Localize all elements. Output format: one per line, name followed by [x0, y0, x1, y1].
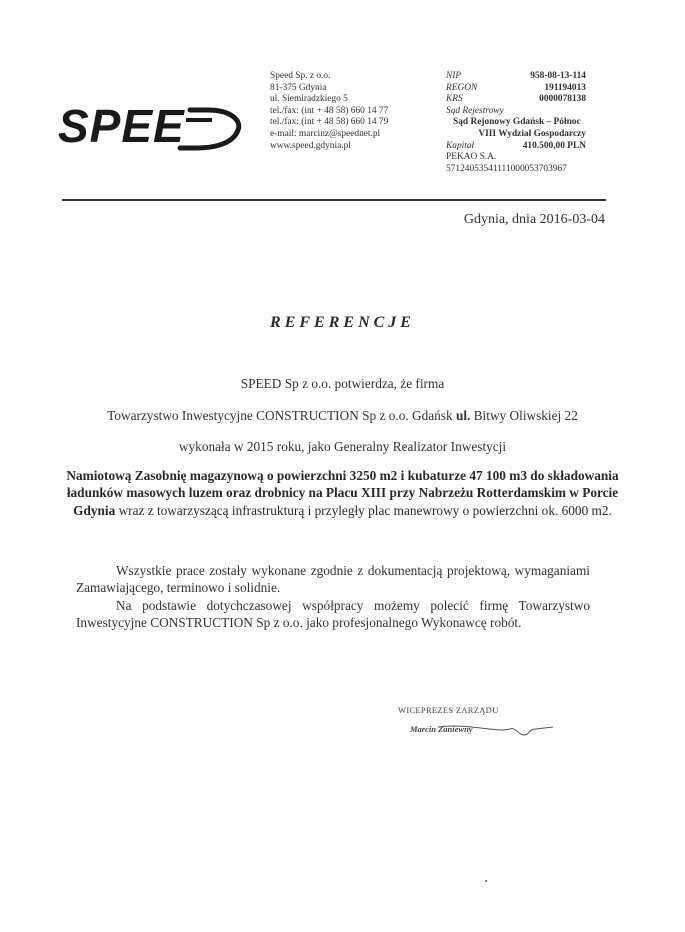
regon-row — [446, 83, 586, 95]
company-postcode: 81-375 Gdynia — [270, 82, 327, 93]
court-label: Sąd Rejestrowy — [446, 105, 504, 116]
bank-account: 57124053541111000053703967 — [446, 163, 567, 174]
nip-row — [446, 71, 586, 83]
signature-stamp — [398, 705, 558, 745]
court-line-2: VIII Wydział Gospodarczy — [478, 128, 586, 139]
signature-stroke — [438, 726, 553, 735]
executed-line: wykonała w 2015 roku, jako Generalny Realizator Inwestycji — [178, 439, 507, 454]
project-description — [60, 467, 625, 519]
company-street: ul. Siemiradzkiego 5 — [270, 94, 348, 105]
speed-logo-graphic — [58, 98, 248, 158]
contractor-name: Towarzystwo Inwestycyjne CONSTRUCTION Sp z o.o. Gdańsk — [107, 408, 456, 423]
contractor-street: Bitwy Oliwskiej 22 — [470, 408, 578, 423]
company-phone-2: tel./fax: (int + 48 58) 660 14 79 — [270, 117, 389, 128]
stamp-name: Marcin Zaniewny — [410, 724, 473, 734]
stamp-title: WICEPREZES ZARZĄDU — [398, 705, 499, 715]
company-phone-1: tel./fax: (int + 48 58) 660 14 77 — [270, 105, 389, 116]
nip-label: NIP — [446, 71, 462, 81]
capital-row — [446, 141, 586, 153]
bank-name: PEKAO S.A. — [446, 152, 497, 163]
letter-date: Gdynia, dnia 2016-03-04 — [463, 212, 605, 227]
speed-logo — [58, 98, 248, 158]
logo-d-swoosh — [180, 110, 239, 148]
contractor-line — [0, 408, 685, 424]
letter-body — [76, 562, 590, 631]
nip-value: 958-08-13-114 — [530, 71, 586, 81]
krs-value: 0000078138 — [539, 94, 586, 105]
regon-value: 191194013 — [544, 82, 586, 93]
project-description-rest: wraz z towarzyszącą infrastrukturą i przyległy plac manewrowy o powierzchni ok. 6000 m2. — [115, 502, 612, 518]
letter-title: REFERENCJE — [270, 314, 415, 331]
contractor-street-prefix: ul. — [455, 408, 471, 423]
intro-line: SPEED Sp z o.o. potwierdza, że firma — [240, 376, 445, 391]
paper-speck — [485, 880, 487, 882]
body-paragraph-1: Wszystkie prace zostały wykonane zgodnie z dokumentacją projektową, wymaganiami Zamawiającego, terminowo i solidnie. — [76, 563, 590, 596]
speed-logo-letters: SPEE — [58, 100, 185, 152]
regon-label: REGON — [446, 82, 478, 93]
krs-label: KRS — [446, 94, 463, 105]
project-description-bold: Namiotową Zasobnię magazynową o powierzchni 3250 m2 i kubaturze 47 100 m3 do składowania ładunków masowych luzem oraz drobnicy na Placu XIII przy Nabrzeżu Rotterdamskim w Porcie Gdynia — [66, 468, 619, 518]
handwritten-signature — [398, 705, 558, 745]
registry-block — [446, 71, 586, 175]
company-name: Speed Sp. z o.o. — [270, 71, 331, 81]
header-divider — [62, 199, 606, 201]
company-address-block — [270, 71, 430, 152]
company-website: www.speed.gdynia.pl — [270, 140, 351, 151]
body-paragraph-2: Na podstawie dotychczasowej współpracy możemy polecić firmę Towarzystwo Inwestycyjne CONSTRUCTION Sp z o.o. jako profesjonalnego Wykonawcę robót. — [76, 597, 590, 630]
krs-row — [446, 94, 586, 106]
capital-label: Kapitał — [446, 140, 475, 151]
capital-value: 410.500,00 PLN — [522, 140, 586, 151]
court-line-1: Sąd Rejonowy Gdańsk – Północ — [453, 117, 581, 128]
company-email: e-mail: marcinz@speednet.pl — [270, 128, 381, 139]
